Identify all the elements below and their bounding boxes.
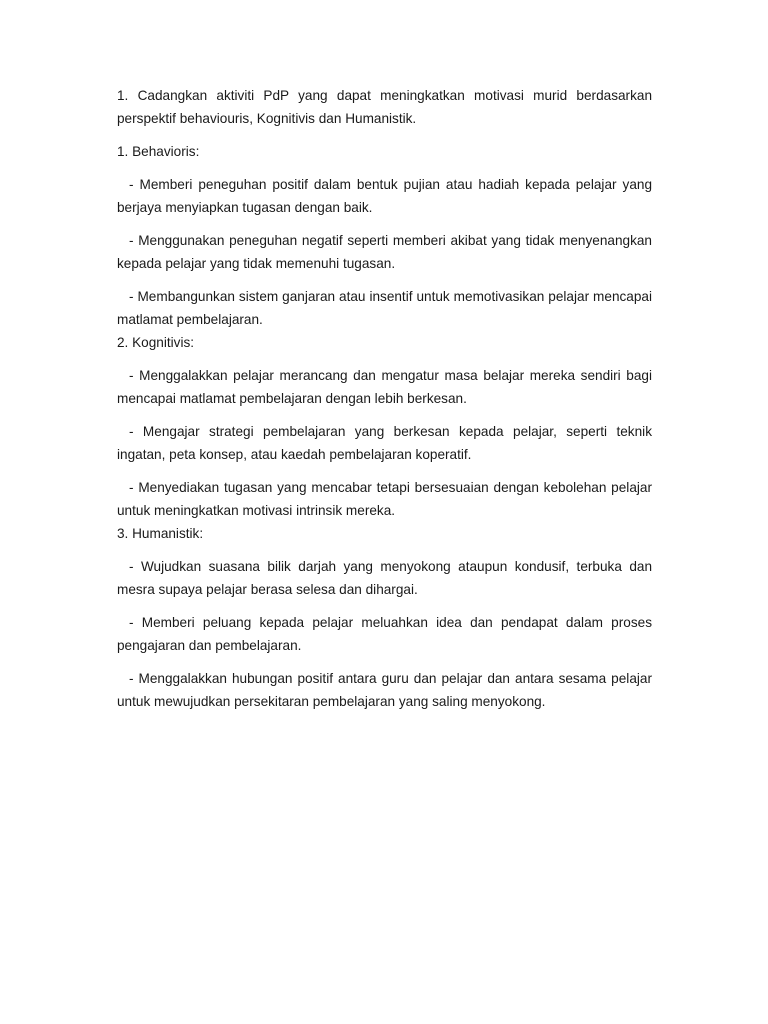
list-item: - Menggalakkan pelajar merancang dan mengatur masa belajar mereka sendiri bagi mencapai matlamat pembelajaran dengan lebih berkesan. (117, 368, 652, 406)
section-kognitivis (117, 331, 652, 522)
list-item: - Membangunkan sistem ganjaran atau insentif untuk memotivasikan pelajar mencapai matlamat pembelajaran. (117, 289, 652, 327)
section-heading: 2. Kognitivis: (117, 335, 195, 350)
list-item: - Memberi peneguhan positif dalam bentuk pujian atau hadiah kepada pelajar yang berjaya menyiapkan tugasan dengan baik. (117, 177, 652, 215)
list-item: - Menyediakan tugasan yang mencabar tetapi bersesuaian dengan kebolehan pelajar untuk meningkatkan motivasi intrinsik mereka. (117, 480, 652, 518)
section-behavioris (117, 140, 652, 331)
list-item: - Mengajar strategi pembelajaran yang berkesan kepada pelajar, seperti teknik ingatan, peta konsep, atau kaedah pembelajaran koperatif. (117, 424, 652, 462)
section-heading: 3. Humanistik: (117, 526, 204, 541)
question-text: 1. Cadangkan aktiviti PdP yang dapat meningkatkan motivasi murid berdasarkan perspektif behaviouris, Kognitivis dan Humanistik. (117, 88, 652, 126)
section-heading: 1. Behavioris: (117, 144, 200, 159)
list-item: - Menggalakkan hubungan positif antara guru dan pelajar dan antara sesama pelajar untuk mewujudkan persekitaran pembelajaran yang saling menyokong. (117, 671, 652, 709)
document-page (117, 84, 652, 713)
list-item: - Menggunakan peneguhan negatif seperti memberi akibat yang tidak menyenangkan kepada pelajar yang tidak memenuhi tugasan. (117, 233, 652, 271)
section-humanistik (117, 522, 652, 713)
list-item: - Wujudkan suasana bilik darjah yang menyokong ataupun kondusif, terbuka dan mesra supaya pelajar berasa selesa dan dihargai. (117, 559, 652, 597)
list-item: - Memberi peluang kepada pelajar meluahkan idea dan pendapat dalam proses pengajaran dan pembelajaran. (117, 615, 652, 653)
